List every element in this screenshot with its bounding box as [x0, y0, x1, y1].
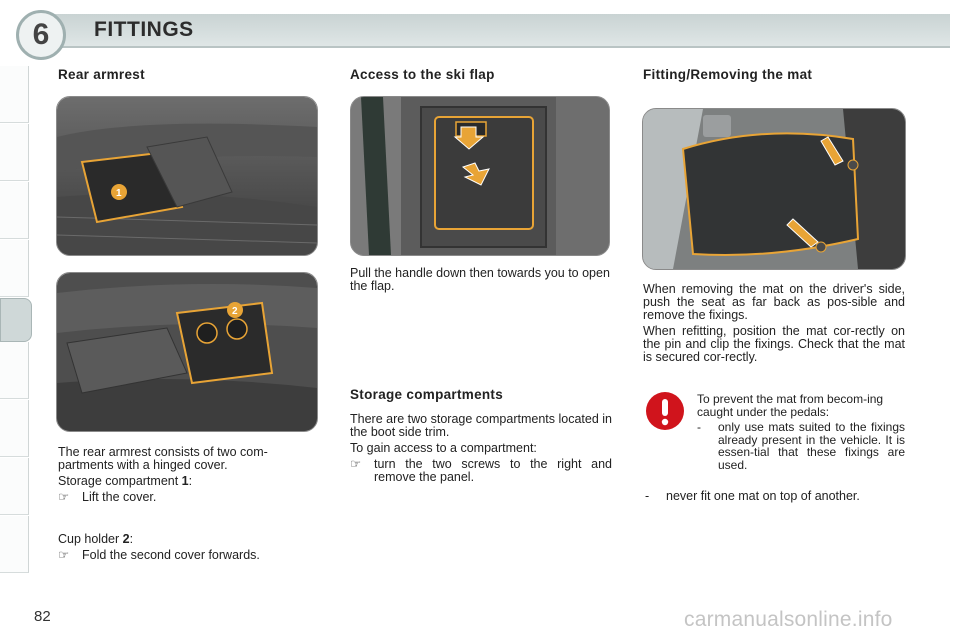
pointing-hand-icon: ☞	[350, 457, 362, 471]
side-tab-10[interactable]	[0, 516, 29, 573]
warning-intro: To prevent the mat from becom-ing caught under the pedals:	[697, 392, 884, 419]
ski-flap-photo	[350, 96, 610, 256]
cup-holder-number: 2	[122, 532, 130, 546]
side-tab-1[interactable]	[0, 66, 29, 123]
side-tab-4[interactable]	[0, 240, 29, 297]
rear-armrest-cupholder-photo	[56, 272, 318, 432]
mat-heading: Fitting/Removing the mat	[643, 67, 813, 82]
chapter-badge	[16, 10, 66, 60]
warning-item-1: - only use mats suited to the fixings already present in the vehicle. It is essen-tial that these fixings are used.	[697, 420, 905, 472]
pointing-hand-icon: ☞	[58, 490, 70, 504]
side-tab-3[interactable]	[0, 182, 29, 239]
side-tab-strip	[0, 66, 32, 576]
warning-item-2: - never fit one mat on top of another.	[645, 489, 860, 503]
pointing-hand-icon: ☞	[58, 548, 70, 562]
rear-armrest-intro: The rear armrest consists of two com-partments with a hinged cover.	[58, 445, 268, 472]
ski-flap-text: Pull the handle down then towards you to open the flap.	[350, 266, 610, 293]
ski-flap-heading: Access to the ski flap	[350, 67, 495, 82]
storage-compartment-line: Storage compartment 1:	[58, 474, 193, 488]
mat-text: When removing the mat on the driver's side, push the seat as far back as pos-sible and remove the fixings. When refitting, position the mat cor-rectly on the pin and clip the fixings. Check that the mat is secured cor-rectly.	[643, 282, 905, 364]
page-title: FITTINGS	[94, 18, 194, 41]
cup-holder-line: Cup holder 2:	[58, 532, 134, 546]
callout-2: 2	[232, 306, 238, 317]
storage-step: ☞ Lift the cover.	[58, 490, 157, 504]
storage-compartments-step: ☞ turn the two screws to the right and remove the panel.	[350, 457, 612, 484]
side-tab-7[interactable]	[0, 342, 29, 399]
floor-mat-photo	[642, 108, 906, 270]
storage-compartments-text: There are two storage compartments located in the boot side trim. To gain access to a compartment: ☞ turn the two screws to the right and remove the panel.	[350, 412, 612, 484]
chapter-number: 6	[32, 18, 50, 51]
storage-compartments-heading: Storage compartments	[350, 387, 504, 402]
warning-box	[697, 393, 905, 471]
rear-armrest-heading: Rear armrest	[58, 67, 145, 82]
side-tab-2[interactable]	[0, 124, 29, 181]
rear-armrest-text	[58, 446, 320, 504]
side-tab-6-active[interactable]	[0, 298, 32, 342]
storage-compartment-number: 1	[181, 474, 189, 488]
watermark: carmanualsonline.info	[684, 608, 893, 631]
warning-exclamation-icon	[645, 391, 685, 431]
cup-holder-step: ☞ Fold the second cover forwards.	[58, 548, 260, 562]
rear-armrest-storage-photo	[56, 96, 318, 256]
side-tab-9[interactable]	[0, 458, 29, 515]
page-number: 82	[34, 608, 51, 625]
callout-1: 1	[116, 188, 122, 199]
side-tab-8[interactable]	[0, 400, 29, 457]
cup-holder-text	[58, 533, 320, 562]
